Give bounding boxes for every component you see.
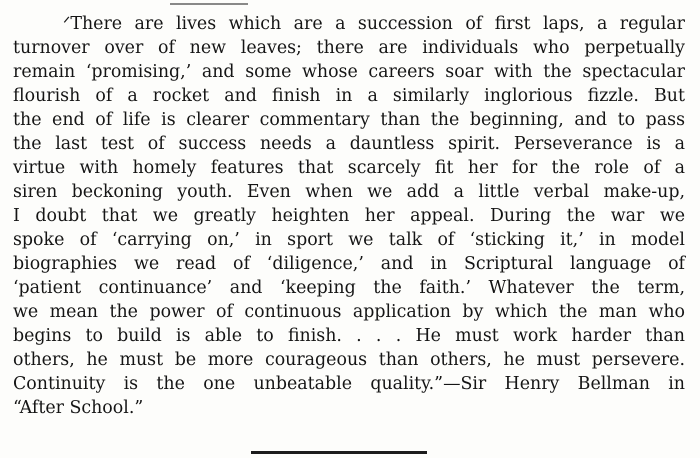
text-line: spoke of ‘carrying on,’ in sport we talk of ‘sticking it,’ in model [13, 230, 685, 250]
text-line: I doubt that we greatly heighten her appeal. During the war we [13, 206, 685, 226]
text-line: Continuity is the one unbeatable quality.”—Sir Henry Bellman in [13, 374, 685, 394]
text-line: begins to build is able to finish. . . . He must work harder than [13, 326, 685, 346]
text-line: flourish of a rocket and finish in a similarly inglorious fizzle. But [13, 86, 685, 106]
text-line: ‘patient continuance’ and ‘keeping the faith.’ Whatever the term, [13, 278, 685, 298]
text-line: biographies we read of ‘diligence,’ and in Scriptural language of [13, 254, 685, 274]
bottom-rule [251, 451, 427, 454]
text-line: the end of life is clearer commentary than the beginning, and to pass [13, 110, 685, 130]
text-line: we mean the power of continuous application by which the man who [13, 302, 685, 322]
top-rule [170, 3, 248, 5]
text-line: remain ‘promising,’ and some whose careers soar with the spectacular [13, 62, 685, 82]
text-line: siren beckoning youth. Even when we add a little verbal make-up, [13, 182, 685, 202]
text-line: ᐟThere are lives which are a succession of first laps, a regular [63, 14, 685, 34]
text-line: turnover over of new leaves; there are individuals who perpetually [13, 38, 685, 58]
text-line: virtue with homely features that scarcely fit her for the role of a [13, 158, 685, 178]
text-line: others, he must be more courageous than others, he must persevere. [13, 350, 685, 370]
text-line: the last test of success needs a dauntless spirit. Perseverance is a [13, 134, 685, 154]
text-line-attribution-end: “After School.” [13, 398, 144, 418]
quotation-paragraph [13, 12, 685, 420]
